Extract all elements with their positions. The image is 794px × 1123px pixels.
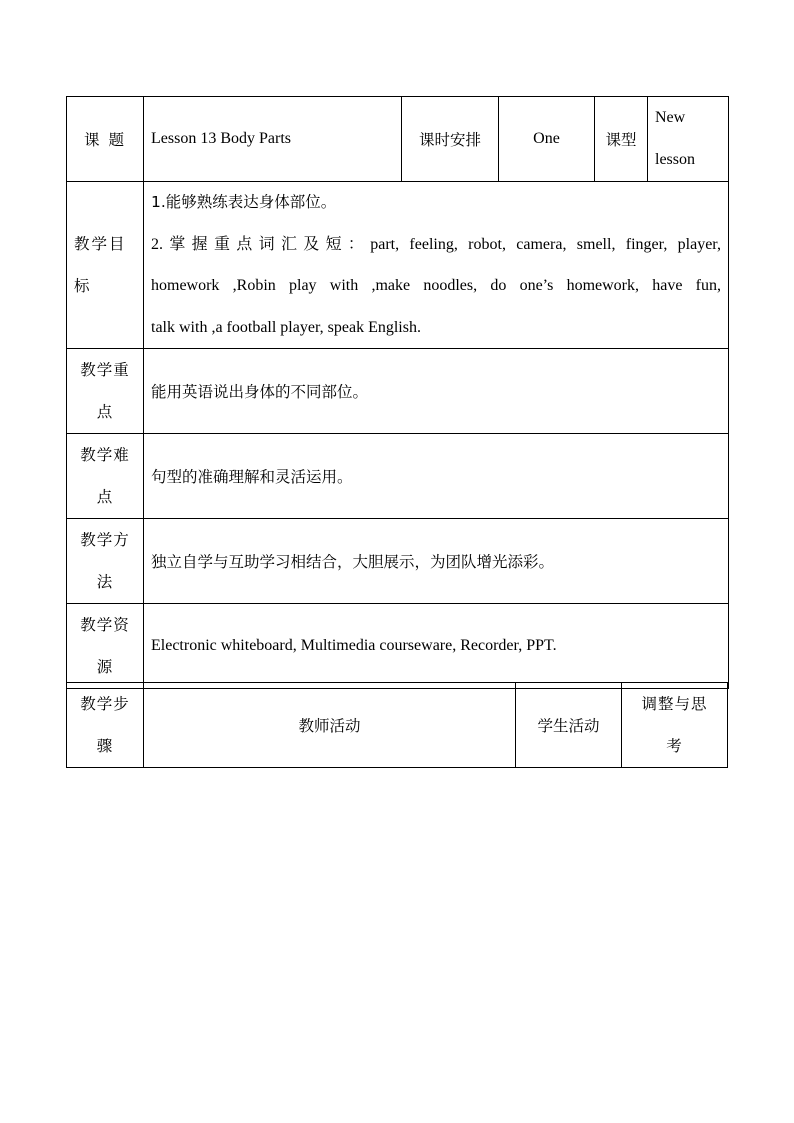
steps-label-line1: 教学步 bbox=[80, 695, 130, 713]
lesson-plan-table bbox=[66, 96, 729, 689]
row-objectives bbox=[67, 182, 729, 349]
row-steps bbox=[67, 683, 728, 768]
objectives-label-line1: 教学目 bbox=[74, 235, 127, 253]
row-methods bbox=[67, 519, 729, 604]
resources-label-line2: 源 bbox=[96, 658, 114, 676]
topic-value: Lesson 13 Body Parts bbox=[144, 97, 402, 182]
reflection-header bbox=[622, 683, 728, 768]
objectives-content bbox=[144, 182, 729, 349]
row-difficulties bbox=[67, 434, 729, 519]
key-points-label bbox=[67, 349, 144, 434]
schedule-label: 课时安排 bbox=[402, 97, 499, 182]
methods-label bbox=[67, 519, 144, 604]
student-activity-header: 学生活动 bbox=[516, 683, 622, 768]
objective-line-4: talk with ,a football player, speak English. bbox=[151, 318, 421, 336]
teacher-activity-header: 教师活动 bbox=[144, 683, 516, 768]
steps-label bbox=[67, 683, 144, 768]
row-topic bbox=[67, 97, 729, 182]
topic-label: 课 题 bbox=[67, 97, 144, 182]
key-points-label-line2: 点 bbox=[96, 403, 114, 421]
difficulties-label-line2: 点 bbox=[96, 488, 114, 506]
objective-line-1: 1.能够熟练表达身体部位。 bbox=[151, 193, 337, 211]
resources-label-line1: 教学资 bbox=[80, 616, 130, 634]
type-value-line2: lesson bbox=[655, 151, 695, 168]
row-key-points bbox=[67, 349, 729, 434]
difficulties-label bbox=[67, 434, 144, 519]
objective-line-3: homework ,Robin play with ,make noodles, do one’s homework, have fun, bbox=[151, 277, 721, 294]
methods-label-line2: 法 bbox=[96, 573, 114, 591]
schedule-value: One bbox=[499, 97, 595, 182]
key-points-label-line1: 教学重 bbox=[80, 361, 130, 379]
row-resources bbox=[67, 604, 729, 689]
methods-value: 独立自学与互助学习相结合，大胆展示，为团队增光添彩。 bbox=[144, 519, 729, 604]
type-value bbox=[648, 97, 729, 182]
steps-label-line2: 骤 bbox=[96, 737, 114, 755]
reflection-header-line1: 调整与思 bbox=[641, 695, 708, 713]
type-label: 课型 bbox=[595, 97, 648, 182]
type-value-line1: New bbox=[655, 109, 686, 126]
reflection-header-line2: 考 bbox=[666, 737, 683, 755]
resources-label bbox=[67, 604, 144, 689]
difficulties-label-line1: 教学难 bbox=[80, 446, 130, 464]
key-points-value: 能用英语说出身体的不同部位。 bbox=[144, 349, 729, 434]
steps-table bbox=[66, 682, 728, 768]
difficulties-value: 句型的准确理解和灵活运用。 bbox=[144, 434, 729, 519]
methods-label-line1: 教学方 bbox=[80, 531, 130, 549]
objective-line-2: 2.掌握重点词汇及短：part, feeling, robot, camera, smell, finger, player, bbox=[151, 235, 721, 253]
objectives-label bbox=[67, 182, 144, 349]
resources-value: Electronic whiteboard, Multimedia courseware, Recorder, PPT. bbox=[144, 604, 729, 689]
objectives-label-line2: 标 bbox=[74, 277, 92, 295]
